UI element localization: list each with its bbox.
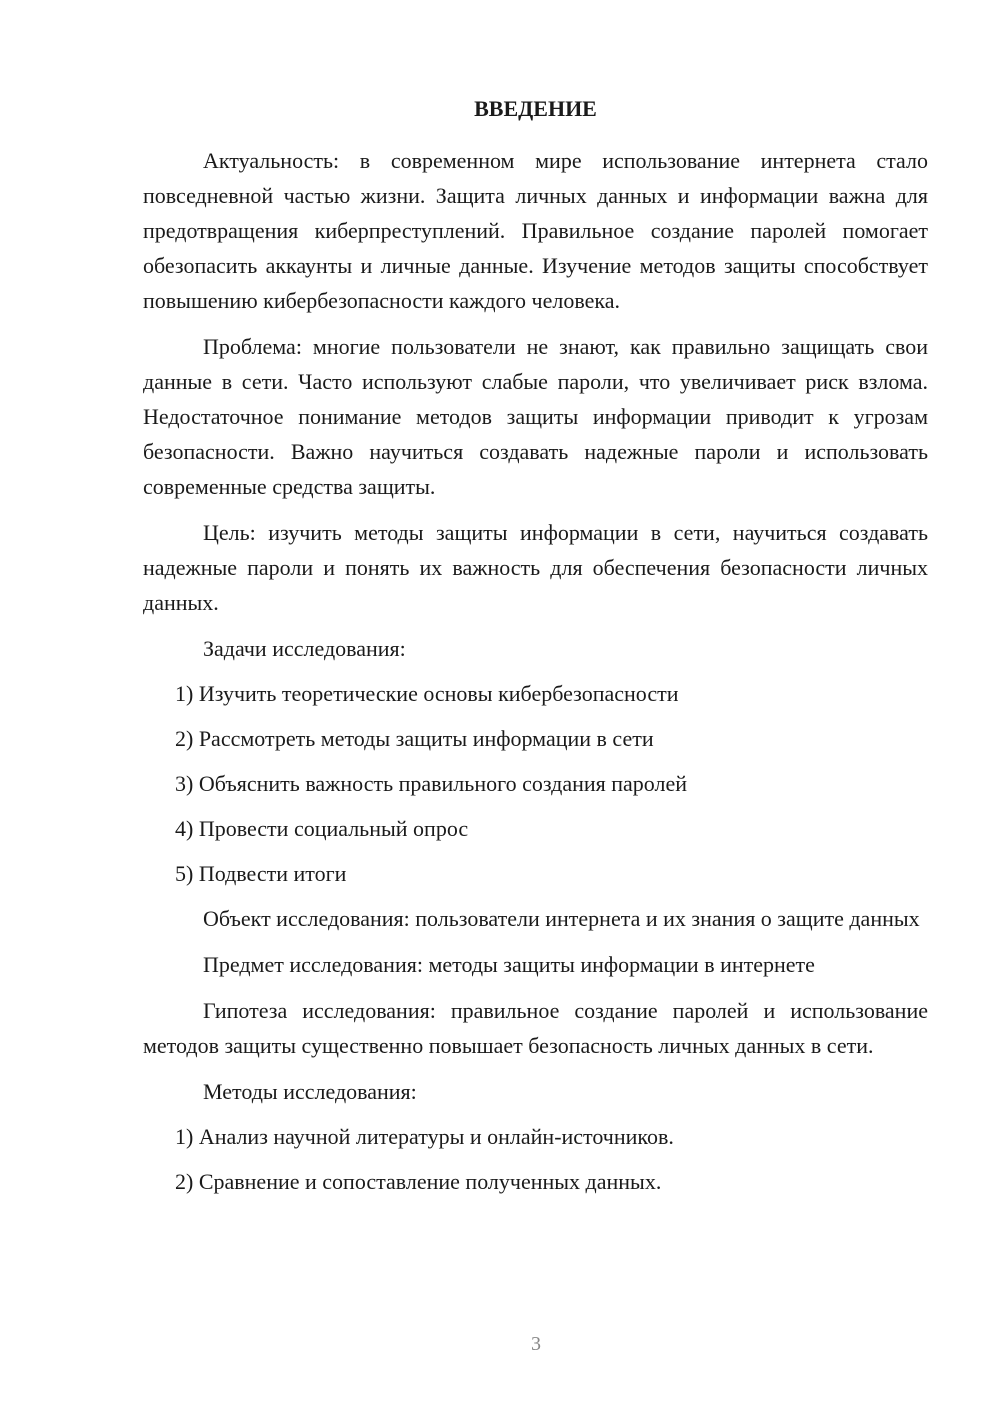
list-item: 5) Подвести итоги [175,861,347,886]
list-item: 1) Изучить теоретические основы кибербезопасности [175,681,679,706]
hypothesis-paragraph: Гипотеза исследования: правильное создание паролей и использование методов защиты существенно повышает безопасность личных данных в сети. [143,998,928,1058]
relevance-paragraph: Актуальность: в современном мире использование интернета стало повседневной частью жизни. Защита личных данных и информации важна для предотвращения киберпреступлений. Правильное создание паролей помогает обезопасить аккаунты и личные данные. Изучение методов защиты способствует повышению кибербезопасности каждого человека. [143,148,928,313]
page-content [143,94,928,1209]
tasks-list [143,676,928,891]
subject-paragraph: Предмет исследования: методы защиты информации в интернете [203,952,815,977]
methods-heading: Методы исследования: [203,1079,417,1104]
methods-list [143,1119,928,1199]
page-title: ВВЕДЕНИЕ [474,96,597,121]
goal-paragraph: Цель: изучить методы защиты информации в сети, научиться создавать надежные пароли и понять их важность для обеспечения безопасности личных данных. [143,520,928,615]
page-number: 3 [531,1333,541,1355]
list-item: 2) Сравнение и сопоставление полученных данных. [175,1169,662,1194]
list-item: 2) Рассмотреть методы защиты информации в сети [175,726,654,751]
object-paragraph: Объект исследования: пользователи интернета и их знания о защите данных [203,906,920,931]
list-item: 4) Провести социальный опрос [175,816,469,841]
problem-paragraph: Проблема: многие пользователи не знают, как правильно защищать свои данные в сети. Часто используют слабые пароли, что увеличивает риск взлома. Недостаточное понимание методов защиты информации приводит к угрозам безопасности. Важно научиться создавать надежные пароли и использовать современные средства защиты. [143,334,928,499]
list-item: 1) Анализ научной литературы и онлайн-источников. [175,1124,674,1149]
list-item: 3) Объяснить важность правильного создания паролей [175,771,688,796]
tasks-heading: Задачи исследования: [203,636,406,661]
